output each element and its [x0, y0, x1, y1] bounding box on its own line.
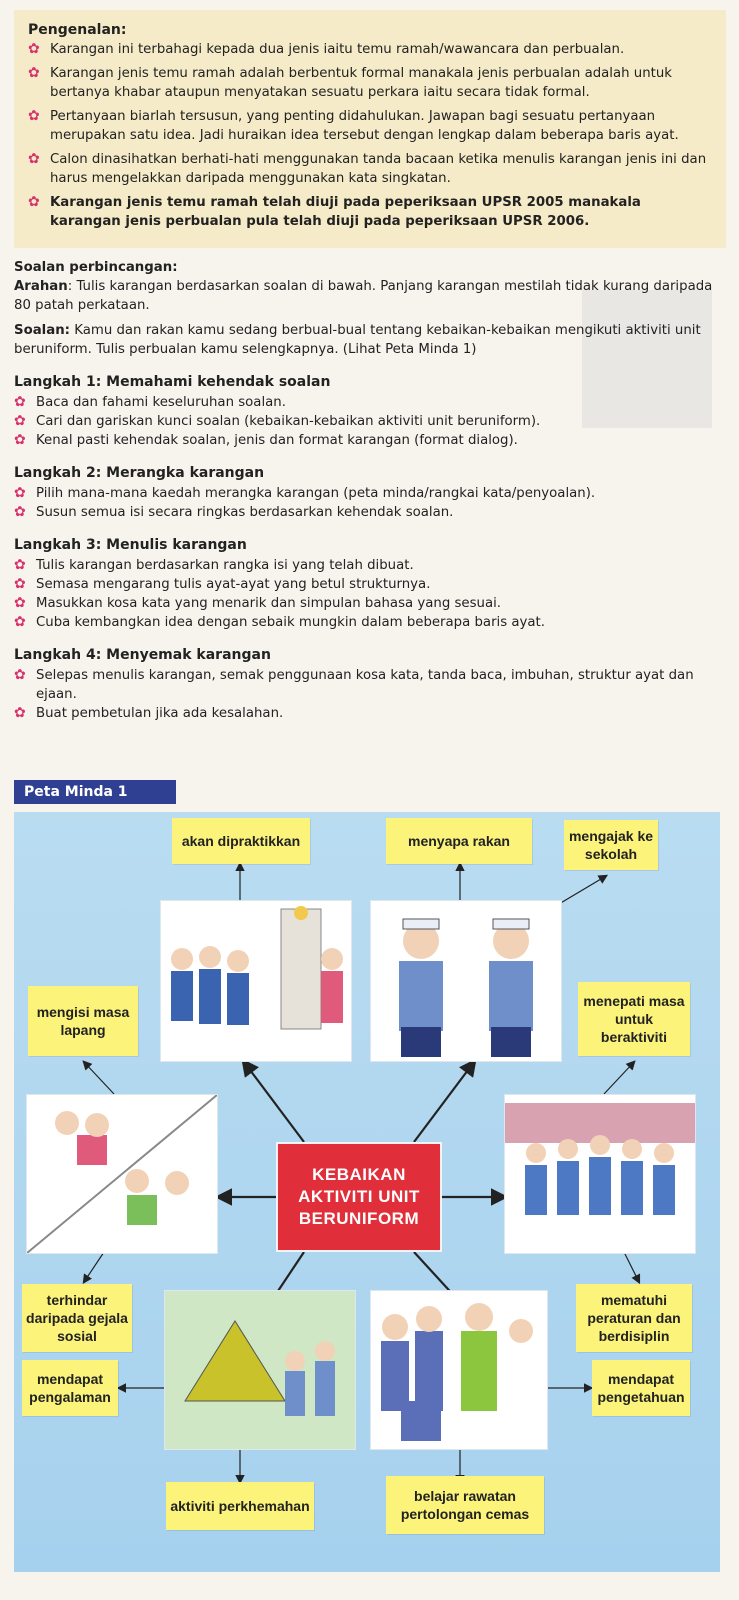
- arrow-line: [244, 1062, 304, 1142]
- mind-map-center: KEBAIKAN AKTIVITI UNIT BERUNIFORM: [276, 1142, 442, 1252]
- step-2: [14, 464, 726, 522]
- step-item: ✿ Tulis karangan berdasarkan rangka isi yang telah dibuat.: [14, 557, 414, 573]
- people-icon: [27, 1095, 217, 1253]
- label-box: aktiviti perkhemahan: [166, 1482, 314, 1530]
- arahan-paragraph: Arahan: Tulis karangan berdasarkan soalan di bawah. Panjang karangan mestilah tidak kurang daripada 80 patah perkataan.: [14, 279, 713, 313]
- label-box: akan dipraktikkan: [172, 818, 310, 864]
- tent-icon: [165, 1291, 355, 1449]
- step-4: [14, 646, 726, 723]
- flower-bullet-icon: ✿: [28, 65, 40, 81]
- intro-item: ✿ Pertanyaan biarlah tersusun, yang penting didahulukan. Jawapan bagi sesuatu pertanyaan merupakan satu idea. Jadi huraikan idea tersebut dengan lengkap dalam beberapa baris ayat.: [28, 108, 679, 143]
- flower-bullet-icon: ✿: [14, 432, 26, 448]
- mind-map: [14, 812, 720, 1572]
- step-item: ✿ Masukkan kosa kata yang menarik dan simpulan bahasa yang sesuai.: [14, 595, 502, 611]
- intro-list: [28, 40, 710, 231]
- step-item: ✿ Baca dan fahami keseluruhan soalan.: [14, 394, 286, 410]
- step-item: ✿ Cuba kembangkan idea dengan sebaik mungkin dalam beberapa baris ayat.: [14, 614, 546, 630]
- intro-section: [14, 10, 726, 248]
- flower-bullet-icon: ✿: [14, 667, 26, 683]
- people-icon: [371, 901, 561, 1061]
- illustration-friends-school-gate: [160, 900, 352, 1062]
- step-title: Langkah 4: Menyemak karangan: [14, 647, 271, 663]
- label-box: belajar rawatan pertolongan cemas: [386, 1476, 544, 1534]
- step-title: Langkah 1: Memahami kehendak soalan: [14, 374, 331, 390]
- illustration-camping: [164, 1290, 356, 1450]
- arrow-line: [624, 1252, 639, 1282]
- people-icon: [161, 901, 351, 1061]
- intro-item: ✿ Karangan ini terbahagi kepada dua jenis iaitu temu ramah/wawancara dan perbualan.: [28, 41, 625, 57]
- step-title: Langkah 3: Menulis karangan: [14, 537, 247, 553]
- intro-item: ✿ Karangan jenis temu ramah adalah berbentuk formal manakala jenis perbualan adalah untuk bertanya khabar ataupun menyatakan sesuatu perkara iaitu secara tidak formal.: [28, 65, 672, 100]
- illustration-leisure-activities: [26, 1094, 218, 1254]
- step-3: [14, 536, 726, 632]
- flower-bullet-icon: ✿: [28, 41, 40, 57]
- step-item: ✿ Semasa mengarang tulis ayat-ayat yang betul strukturnya.: [14, 576, 431, 592]
- step-title: Langkah 2: Merangka karangan: [14, 465, 265, 481]
- flower-bullet-icon: ✿: [28, 151, 40, 167]
- label-box: menyapa rakan: [386, 818, 532, 864]
- step-item: ✿ Selepas menulis karangan, semak penggunaan kosa kata, tanda baca, imbuhan, struktur ayat dan ejaan.: [14, 667, 694, 702]
- peta-minda-tag: Peta Minda 1: [14, 780, 176, 804]
- arrow-line: [414, 1062, 474, 1142]
- label-box: terhindar daripada gejala sosial: [22, 1284, 132, 1352]
- flower-bullet-icon: ✿: [14, 595, 26, 611]
- illustration-greeting-friends: [370, 900, 562, 1062]
- step-item: ✿ Pilih mana-mana kaedah merangka karangan (peta minda/rangkai kata/penyoalan).: [14, 485, 596, 501]
- label-box: mematuhi peraturan dan berdisiplin: [576, 1284, 692, 1352]
- step-item: ✿ Cari dan gariskan kunci soalan (kebaikan-kebaikan aktiviti unit beruniform).: [14, 413, 541, 429]
- people-icon: [371, 1291, 547, 1449]
- flower-bullet-icon: ✿: [14, 576, 26, 592]
- arrow-line: [84, 1252, 104, 1282]
- flower-bullet-icon: ✿: [14, 413, 26, 429]
- discussion-section: [14, 258, 726, 723]
- discussion-title: Soalan perbincangan:: [14, 260, 178, 275]
- flower-bullet-icon: ✿: [14, 614, 26, 630]
- step-item: ✿ Kenal pasti kehendak soalan, jenis dan format karangan (format dialog).: [14, 432, 518, 448]
- soalan-paragraph: Soalan: Kamu dan rakan kamu sedang berbual-bual tentang kebaikan-kebaikan mengikuti aktiviti unit beruniform. Tulis perbualan kamu selengkapnya. (Lihat Peta Minda 1): [14, 323, 701, 357]
- arrow-line: [559, 876, 606, 904]
- arrow-line: [604, 1062, 634, 1094]
- step-1: [14, 373, 726, 450]
- flower-bullet-icon: ✿: [14, 504, 26, 520]
- label-box: mendapat pengalaman: [22, 1360, 118, 1416]
- label-box: mendapat pengetahuan: [592, 1360, 690, 1416]
- label-box: mengajak ke sekolah: [564, 820, 658, 870]
- flower-bullet-icon: ✿: [14, 557, 26, 573]
- label-box: mengisi masa lapang: [28, 986, 138, 1056]
- flower-bullet-icon: ✿: [14, 485, 26, 501]
- flower-bullet-icon: ✿: [14, 394, 26, 410]
- intro-title: Pengenalan:: [28, 22, 127, 38]
- intro-item: ✿ Calon dinasihatkan berhati-hati menggunakan tanda bacaan ketika menulis karangan jenis ini dan harus mengelakkan daripada menggunakan kata singkatan.: [28, 151, 707, 186]
- intro-item: ✿ Karangan jenis temu ramah telah diuji pada peperiksaan UPSR 2005 manakala karangan jenis perbualan pula telah diuji pada peperiksaan UPSR 2006.: [28, 194, 641, 229]
- step-item: ✿ Susun semua isi secara ringkas berdasarkan kehendak soalan.: [14, 504, 454, 520]
- illustration-first-aid: [370, 1290, 548, 1450]
- people-icon: [505, 1095, 695, 1253]
- label-box: menepati masa untuk beraktiviti: [578, 982, 690, 1056]
- illustration-marching: [504, 1094, 696, 1254]
- step-item: ✿ Buat pembetulan jika ada kesalahan.: [14, 705, 284, 721]
- arrow-line: [84, 1062, 114, 1094]
- flower-bullet-icon: ✿: [28, 108, 40, 124]
- flower-bullet-icon: ✿: [28, 194, 40, 210]
- flower-bullet-icon: ✿: [14, 705, 26, 721]
